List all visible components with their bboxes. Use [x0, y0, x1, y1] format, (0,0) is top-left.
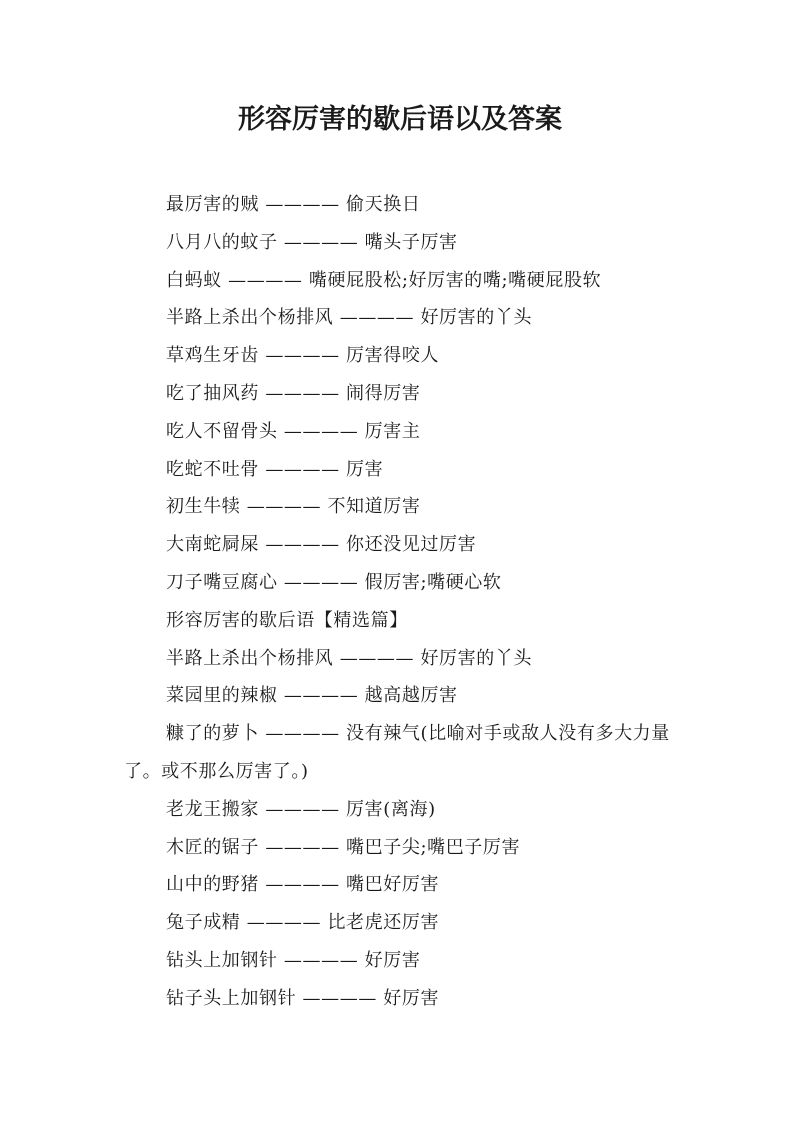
proverb-line: 半路上杀出个杨排风 ———— 好厉害的丫头 [166, 307, 533, 329]
document-title: 形容厉害的歇后语以及答案 [238, 104, 562, 135]
proverb-line: 草鸡生牙齿 ———— 厉害得咬人 [166, 345, 440, 367]
proverb-line: 大南蛇屙屎 ———— 你还没见过厉害 [166, 534, 477, 556]
section-heading: 形容厉害的歇后语【精选篇】 [166, 609, 408, 631]
proverb-line: 八月八的蚊子 ———— 嘴头子厉害 [166, 231, 458, 253]
proverb-line: 吃了抽风药 ———— 闹得厉害 [166, 382, 421, 404]
proverb-line: 钻头上加钢针 ———— 好厉害 [166, 949, 421, 971]
proverb-line: 糠了的萝卜 ———— 没有辣气(比喻对手或敌人没有多大力量了。或不那么厉害了。) [124, 723, 670, 782]
proverb-line: 木匠的锯子 ———— 嘴巴子尖;嘴巴子厉害 [166, 836, 521, 858]
proverb-line: 初生牛犊 ———— 不知道厉害 [166, 496, 421, 518]
proverb-line: 吃蛇不吐骨 ———— 厉害 [166, 458, 384, 480]
proverb-line: 吃人不留骨头 ———— 厉害主 [166, 420, 421, 442]
proverb-line: 菜园里的辣椒 ———— 越高越厉害 [166, 685, 458, 707]
proverb-line: 半路上杀出个杨排风 ———— 好厉害的丫头 [166, 647, 533, 669]
proverb-line: 钻子头上加钢针 ———— 好厉害 [166, 987, 440, 1009]
proverb-line: 兔子成精 ———— 比老虎还厉害 [166, 912, 440, 934]
proverb-line: 最厉害的贼 ———— 偷天换日 [166, 194, 421, 215]
proverb-line: 白蚂蚁 ———— 嘴硬屁股松;好厉害的嘴;嘴硬屁股软 [166, 269, 602, 291]
document-body [124, 186, 684, 1018]
proverb-line: 刀子嘴豆腐心 ———— 假厉害;嘴硬心软 [166, 571, 502, 593]
proverb-line: 老龙王搬家 ———— 厉害(离海) [166, 798, 436, 820]
proverb-line: 山中的野猪 ———— 嘴巴好厉害 [166, 874, 440, 896]
